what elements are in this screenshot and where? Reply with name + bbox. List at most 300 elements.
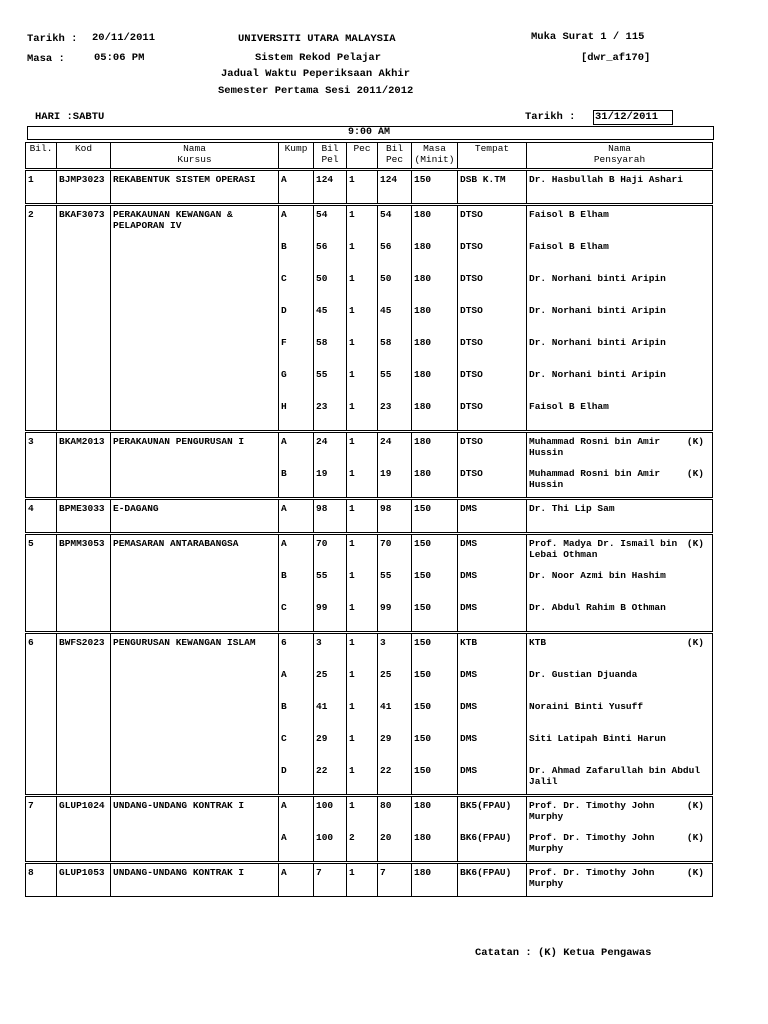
exam-date-label: Tarikh :	[525, 111, 576, 123]
table-row	[26, 762, 713, 796]
cell-kod	[57, 666, 111, 698]
report-title: Jadual Waktu Peperiksaan Akhir	[221, 68, 411, 80]
cell-no: 3	[26, 432, 57, 466]
cell-no	[26, 829, 57, 863]
table-body	[26, 170, 713, 897]
cell-pensyarah	[527, 730, 713, 762]
cell-kod	[57, 366, 111, 398]
lecturer-name: Prof. Dr. Timothy John Murphy	[529, 832, 655, 854]
cell-bpec: 55	[378, 567, 412, 599]
col-pensyarah: Nama Pensyarah	[527, 143, 713, 170]
exam-date-value: 31/12/2011	[595, 111, 659, 123]
cell-pensyarah	[527, 863, 713, 897]
cell-bpec: 80	[378, 796, 412, 830]
cell-kump: B	[279, 465, 314, 499]
report-code: [dwr_af170]	[581, 52, 651, 64]
cell-pel: 98	[314, 499, 347, 534]
cell-kump: A	[279, 796, 314, 830]
cell-kod	[57, 599, 111, 633]
cell-pensyarah	[527, 170, 713, 205]
table-row	[26, 863, 713, 897]
cell-no: 2	[26, 205, 57, 239]
cell-pel: 100	[314, 796, 347, 830]
cell-tempat: DMS	[458, 599, 527, 633]
system-name: Sistem Rekod Pelajar	[255, 52, 382, 64]
cell-tempat: BK6(FPAU)	[458, 829, 527, 863]
cell-pel: 7	[314, 863, 347, 897]
cell-nama: UNDANG-UNDANG KONTRAK I	[111, 796, 279, 830]
cell-pel: 124	[314, 170, 347, 205]
cell-bpec: 45	[378, 302, 412, 334]
cell-tempat: DTSO	[458, 302, 527, 334]
cell-kump: C	[279, 270, 314, 302]
cell-no: 4	[26, 499, 57, 534]
cell-nama	[111, 398, 279, 432]
table-row	[26, 398, 713, 432]
cell-kump: 6	[279, 633, 314, 667]
cell-no	[26, 698, 57, 730]
cell-pec: 1	[347, 698, 378, 730]
cell-kod: GLUP1024	[57, 796, 111, 830]
lecturer-name: Muhammad Rosni bin Amir Hussin	[529, 468, 661, 490]
cell-kod	[57, 270, 111, 302]
lecturer-name: Prof. Madya Dr. Ismail bin Lebai Othman	[529, 538, 678, 560]
cell-masa: 180	[412, 432, 458, 466]
cell-pensyarah	[527, 465, 713, 499]
cell-pensyarah	[527, 238, 713, 270]
cell-tempat: DMS	[458, 567, 527, 599]
cell-pec: 1	[347, 762, 378, 796]
lecturer-name: Dr. Thi Lip Sam	[529, 503, 615, 514]
cell-masa: 180	[412, 366, 458, 398]
cell-tempat: BK6(FPAU)	[458, 863, 527, 897]
cell-nama: PERAKAUNAN KEWANGAN & PELAPORAN IV	[111, 205, 279, 239]
table-header	[26, 143, 713, 170]
cell-pensyarah	[527, 270, 713, 302]
cell-masa: 180	[412, 398, 458, 432]
cell-pensyarah	[527, 796, 713, 830]
cell-kod: BWFS2023	[57, 633, 111, 667]
semester-title: Semester Pertama Sesi 2011/2012	[218, 85, 414, 97]
cell-kump: B	[279, 698, 314, 730]
cell-pec: 1	[347, 599, 378, 633]
chief-invigilator-mark: (K)	[686, 637, 704, 648]
cell-pec: 1	[347, 534, 378, 568]
cell-nama: UNDANG-UNDANG KONTRAK I	[111, 863, 279, 897]
cell-pec: 1	[347, 567, 378, 599]
cell-tempat: DMS	[458, 698, 527, 730]
cell-pel: 24	[314, 432, 347, 466]
cell-tempat: DMS	[458, 762, 527, 796]
cell-bpec: 50	[378, 270, 412, 302]
cell-pel: 19	[314, 465, 347, 499]
cell-tempat: DSB K.TM	[458, 170, 527, 205]
cell-bpec: 55	[378, 366, 412, 398]
exam-date-box	[593, 110, 673, 125]
cell-nama: PERAKAUNAN PENGURUSAN I	[111, 432, 279, 466]
session-time: 9:00 AM	[348, 127, 391, 138]
cell-kump: A	[279, 205, 314, 239]
cell-nama	[111, 270, 279, 302]
cell-pel: 23	[314, 398, 347, 432]
cell-pel: 100	[314, 829, 347, 863]
lecturer-name: Noraini Binti Yusuff	[529, 701, 644, 712]
cell-pensyarah	[527, 366, 713, 398]
cell-masa: 150	[412, 633, 458, 667]
cell-kod	[57, 302, 111, 334]
chief-invigilator-mark: (K)	[686, 468, 704, 479]
cell-kump: D	[279, 762, 314, 796]
cell-pel: 70	[314, 534, 347, 568]
cell-kod	[57, 398, 111, 432]
table-row	[26, 599, 713, 633]
lecturer-name: Prof. Dr. Timothy John Murphy	[529, 867, 655, 889]
cell-kump: C	[279, 599, 314, 633]
cell-kod	[57, 465, 111, 499]
cell-no: 6	[26, 633, 57, 667]
cell-pensyarah	[527, 567, 713, 599]
cell-nama	[111, 334, 279, 366]
col-tempat: Tempat	[458, 143, 527, 170]
cell-pel: 56	[314, 238, 347, 270]
cell-tempat: DTSO	[458, 270, 527, 302]
table-row	[26, 432, 713, 466]
lecturer-name: Muhammad Rosni bin Amir Hussin	[529, 436, 661, 458]
col-nama-kursus: Nama Kursus	[111, 143, 279, 170]
cell-masa: 180	[412, 829, 458, 863]
table-row	[26, 465, 713, 499]
cell-kod: BKAF3073	[57, 205, 111, 239]
cell-nama	[111, 762, 279, 796]
cell-pec: 1	[347, 499, 378, 534]
cell-masa: 180	[412, 302, 458, 334]
cell-masa: 180	[412, 863, 458, 897]
cell-kod	[57, 334, 111, 366]
table-row	[26, 302, 713, 334]
cell-bpec: 3	[378, 633, 412, 667]
cell-kump: H	[279, 398, 314, 432]
cell-masa: 150	[412, 698, 458, 730]
cell-nama	[111, 465, 279, 499]
lecturer-name: Faisol B Elham	[529, 241, 609, 252]
table-row	[26, 730, 713, 762]
table-row	[26, 238, 713, 270]
lecturer-name: Siti Latipah Binti Harun	[529, 733, 666, 744]
cell-pensyarah	[527, 398, 713, 432]
cell-pec: 1	[347, 270, 378, 302]
cell-pensyarah	[527, 302, 713, 334]
cell-masa: 150	[412, 730, 458, 762]
cell-no: 1	[26, 170, 57, 205]
cell-masa: 180	[412, 270, 458, 302]
chief-invigilator-mark: (K)	[686, 800, 704, 811]
cell-pensyarah	[527, 829, 713, 863]
cell-masa: 180	[412, 205, 458, 239]
cell-pec: 1	[347, 666, 378, 698]
cell-nama: PENGURUSAN KEWANGAN ISLAM	[111, 633, 279, 667]
cell-kod	[57, 730, 111, 762]
cell-tempat: DTSO	[458, 334, 527, 366]
cell-no: 7	[26, 796, 57, 830]
lecturer-name: Dr. Norhani binti Aripin	[529, 305, 666, 316]
table-row	[26, 829, 713, 863]
lecturer-name: Prof. Dr. Timothy John Murphy	[529, 800, 655, 822]
cell-bpec: 20	[378, 829, 412, 863]
date-label: Tarikh :	[27, 33, 78, 45]
cell-pel: 3	[314, 633, 347, 667]
table-row	[26, 270, 713, 302]
cell-kump: A	[279, 829, 314, 863]
cell-nama	[111, 302, 279, 334]
cell-tempat: DTSO	[458, 205, 527, 239]
cell-masa: 150	[412, 499, 458, 534]
time-value: 05:06 PM	[94, 52, 145, 64]
chief-invigilator-mark: (K)	[686, 867, 704, 878]
cell-nama: PEMASARAN ANTARABANGSA	[111, 534, 279, 568]
cell-kod	[57, 829, 111, 863]
cell-nama: E-DAGANG	[111, 499, 279, 534]
cell-pec: 2	[347, 829, 378, 863]
cell-bpec: 23	[378, 398, 412, 432]
cell-kump: A	[279, 170, 314, 205]
table-row	[26, 334, 713, 366]
lecturer-name: KTB	[529, 637, 547, 648]
session-time-bar	[27, 126, 714, 140]
cell-pec: 1	[347, 398, 378, 432]
cell-bpec: 99	[378, 599, 412, 633]
cell-nama	[111, 366, 279, 398]
lecturer-name: Dr. Gustian Djuanda	[529, 669, 638, 680]
cell-masa: 150	[412, 762, 458, 796]
cell-masa: 180	[412, 796, 458, 830]
cell-pel: 22	[314, 762, 347, 796]
cell-kump: A	[279, 499, 314, 534]
cell-kod	[57, 238, 111, 270]
col-bil-pel: Bil Pel	[314, 143, 347, 170]
table-row	[26, 205, 713, 239]
cell-pec: 1	[347, 465, 378, 499]
table-row	[26, 567, 713, 599]
cell-bpec: 25	[378, 666, 412, 698]
cell-nama	[111, 698, 279, 730]
cell-kod: BKAM2013	[57, 432, 111, 466]
cell-tempat: DTSO	[458, 366, 527, 398]
cell-tempat: DTSO	[458, 238, 527, 270]
cell-nama	[111, 599, 279, 633]
lecturer-name: Dr. Norhani binti Aripin	[529, 337, 666, 348]
cell-pensyarah	[527, 599, 713, 633]
cell-pensyarah	[527, 534, 713, 568]
table-row	[26, 170, 713, 205]
cell-no	[26, 599, 57, 633]
cell-masa: 180	[412, 238, 458, 270]
cell-masa: 150	[412, 534, 458, 568]
date-value: 20/11/2011	[92, 32, 156, 44]
page-number: Muka Surat 1 / 115	[531, 31, 645, 43]
col-bil-pec: Bil Pec	[378, 143, 412, 170]
cell-pec: 1	[347, 633, 378, 667]
cell-pensyarah	[527, 334, 713, 366]
lecturer-name: Dr. Norhani binti Aripin	[529, 273, 666, 284]
footnote: Catatan : (K) Ketua Pengawas	[475, 947, 652, 959]
lecturer-name: Faisol B Elham	[529, 401, 609, 412]
col-kod: Kod	[57, 143, 111, 170]
cell-no: 5	[26, 534, 57, 568]
time-label: Masa :	[27, 53, 65, 65]
cell-kump: A	[279, 432, 314, 466]
cell-pec: 1	[347, 170, 378, 205]
cell-kod: BPME3033	[57, 499, 111, 534]
cell-kump: B	[279, 567, 314, 599]
table-row	[26, 366, 713, 398]
table-row	[26, 534, 713, 568]
cell-pel: 58	[314, 334, 347, 366]
cell-kod	[57, 698, 111, 730]
cell-kump: C	[279, 730, 314, 762]
cell-pensyarah	[527, 633, 713, 667]
cell-bpec: 70	[378, 534, 412, 568]
lecturer-name: Faisol B Elham	[529, 209, 609, 220]
cell-no	[26, 238, 57, 270]
cell-bpec: 41	[378, 698, 412, 730]
cell-no	[26, 666, 57, 698]
exam-schedule-table	[25, 142, 712, 897]
lecturer-name: Dr. Noor Azmi bin Hashim	[529, 570, 666, 581]
lecturer-name: Dr. Norhani binti Aripin	[529, 369, 666, 380]
cell-nama	[111, 829, 279, 863]
cell-pec: 1	[347, 205, 378, 239]
table-row	[26, 666, 713, 698]
cell-no	[26, 398, 57, 432]
cell-bpec: 7	[378, 863, 412, 897]
table-row	[26, 633, 713, 667]
table-row	[26, 796, 713, 830]
cell-pec: 1	[347, 796, 378, 830]
cell-bpec: 54	[378, 205, 412, 239]
cell-pel: 45	[314, 302, 347, 334]
cell-pec: 1	[347, 366, 378, 398]
cell-pel: 54	[314, 205, 347, 239]
cell-no	[26, 334, 57, 366]
cell-no	[26, 730, 57, 762]
cell-pensyarah	[527, 205, 713, 239]
cell-bpec: 56	[378, 238, 412, 270]
col-pec: Pec	[347, 143, 378, 170]
cell-masa: 150	[412, 567, 458, 599]
cell-kump: A	[279, 863, 314, 897]
cell-no	[26, 762, 57, 796]
cell-kump: F	[279, 334, 314, 366]
cell-nama: REKABENTUK SISTEM OPERASI	[111, 170, 279, 205]
cell-tempat: KTB	[458, 633, 527, 667]
cell-tempat: DTSO	[458, 432, 527, 466]
col-bil: Bil.	[26, 143, 57, 170]
cell-kod	[57, 567, 111, 599]
cell-no	[26, 366, 57, 398]
cell-tempat: DMS	[458, 666, 527, 698]
cell-no	[26, 465, 57, 499]
cell-kump: D	[279, 302, 314, 334]
cell-nama	[111, 730, 279, 762]
cell-nama	[111, 238, 279, 270]
cell-pec: 1	[347, 238, 378, 270]
table-row	[26, 698, 713, 730]
table-row	[26, 499, 713, 534]
cell-pensyarah	[527, 698, 713, 730]
cell-no	[26, 270, 57, 302]
cell-no	[26, 567, 57, 599]
cell-pel: 29	[314, 730, 347, 762]
cell-masa: 180	[412, 465, 458, 499]
cell-tempat: BK5(FPAU)	[458, 796, 527, 830]
cell-pensyarah	[527, 499, 713, 534]
cell-tempat: DMS	[458, 730, 527, 762]
cell-kump: G	[279, 366, 314, 398]
chief-invigilator-mark: (K)	[686, 436, 704, 447]
cell-bpec: 24	[378, 432, 412, 466]
cell-bpec: 98	[378, 499, 412, 534]
cell-masa: 150	[412, 170, 458, 205]
col-kump: Kump	[279, 143, 314, 170]
cell-kod: BPMM3053	[57, 534, 111, 568]
cell-bpec: 22	[378, 762, 412, 796]
cell-bpec: 124	[378, 170, 412, 205]
cell-nama	[111, 666, 279, 698]
cell-pel: 50	[314, 270, 347, 302]
cell-pensyarah	[527, 762, 713, 796]
cell-kod: GLUP1053	[57, 863, 111, 897]
cell-kod: BJMP3023	[57, 170, 111, 205]
cell-pec: 1	[347, 432, 378, 466]
cell-pec: 1	[347, 730, 378, 762]
cell-pec: 1	[347, 334, 378, 366]
cell-bpec: 58	[378, 334, 412, 366]
cell-kod	[57, 762, 111, 796]
cell-pel: 25	[314, 666, 347, 698]
university-name: UNIVERSITI UTARA MALAYSIA	[238, 33, 396, 45]
chief-invigilator-mark: (K)	[686, 538, 704, 549]
lecturer-name: Dr. Abdul Rahim B Othman	[529, 602, 666, 613]
cell-tempat: DMS	[458, 534, 527, 568]
day-label: HARI :SABTU	[35, 111, 105, 123]
cell-pensyarah	[527, 432, 713, 466]
cell-pel: 55	[314, 366, 347, 398]
cell-kump: A	[279, 666, 314, 698]
lecturer-name: Dr. Ahmad Zafarullah bin Abdul Jalil	[529, 765, 701, 787]
cell-pel: 99	[314, 599, 347, 633]
cell-masa: 150	[412, 599, 458, 633]
cell-tempat: DMS	[458, 499, 527, 534]
chief-invigilator-mark: (K)	[686, 832, 704, 843]
cell-tempat: DTSO	[458, 465, 527, 499]
cell-pel: 41	[314, 698, 347, 730]
cell-pel: 55	[314, 567, 347, 599]
cell-kump: A	[279, 534, 314, 568]
cell-nama	[111, 567, 279, 599]
col-masa: Masa (Minit)	[412, 143, 458, 170]
cell-pec: 1	[347, 302, 378, 334]
cell-masa: 180	[412, 334, 458, 366]
cell-bpec: 29	[378, 730, 412, 762]
cell-pec: 1	[347, 863, 378, 897]
cell-tempat: DTSO	[458, 398, 527, 432]
cell-pensyarah	[527, 666, 713, 698]
cell-kump: B	[279, 238, 314, 270]
cell-masa: 150	[412, 666, 458, 698]
cell-no: 8	[26, 863, 57, 897]
cell-bpec: 19	[378, 465, 412, 499]
cell-no	[26, 302, 57, 334]
